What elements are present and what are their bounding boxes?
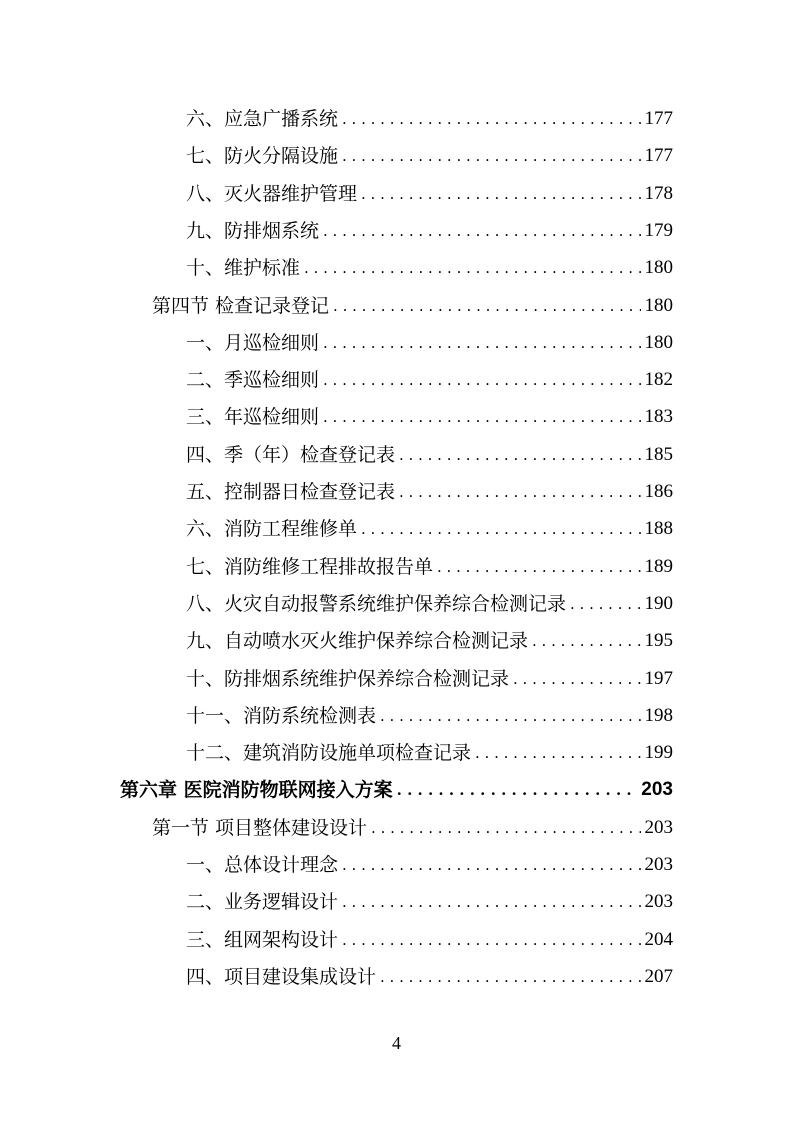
- toc-entry-title: 五、控制器日检查登记表: [186, 481, 396, 503]
- toc-entry-title: 六、应急广播系统: [186, 108, 339, 130]
- dot-leader: [342, 138, 640, 174]
- toc-entry[interactable]: [152, 810, 673, 846]
- toc-entry-page-number: 189: [644, 555, 673, 577]
- toc-entry-page-number: 199: [644, 742, 673, 764]
- toc-entry-title: 十一、消防系统检测表: [186, 704, 377, 727]
- toc-entry[interactable]: [186, 399, 673, 435]
- toc-entry-title: 二、季巡检细则: [186, 369, 320, 392]
- dot-leader: [323, 213, 640, 249]
- dot-leader: [399, 437, 640, 473]
- toc-entry[interactable]: [186, 847, 673, 883]
- toc-entry[interactable]: [186, 250, 673, 286]
- toc-entry[interactable]: [186, 101, 673, 137]
- toc-entry[interactable]: [186, 511, 673, 547]
- dot-leader: [342, 847, 640, 883]
- toc-entry-page-number: 180: [644, 331, 673, 353]
- toc-entry[interactable]: [186, 362, 673, 398]
- toc-entry-page-number: 179: [644, 219, 673, 241]
- toc-entry-page-number: 198: [644, 704, 673, 726]
- toc-entry-title: 一、月巡检细则: [186, 331, 320, 354]
- dot-leader: [333, 288, 640, 324]
- toc-entry-page-number: 195: [644, 630, 673, 652]
- toc-entry-page-number: 183: [644, 406, 673, 428]
- toc-entry[interactable]: [186, 325, 673, 361]
- toc-entry-title: 一、总体设计理念: [186, 854, 339, 876]
- toc-entry-title: 第四节 检查记录登记: [152, 294, 330, 317]
- toc-entry-title: 二、业务逻辑设计: [186, 891, 339, 914]
- toc-entry-page-number: 186: [644, 481, 673, 502]
- toc-entry[interactable]: [186, 959, 673, 995]
- dot-leader: [323, 325, 640, 361]
- toc-entry-title: 三、年巡检细则: [186, 406, 320, 429]
- toc-entry-title: 六、消防工程维修单: [186, 518, 358, 541]
- dot-leader: [380, 959, 640, 995]
- dot-leader: [437, 549, 640, 585]
- toc-entry[interactable]: [186, 176, 673, 212]
- toc-entry[interactable]: [186, 661, 673, 697]
- toc-entry-title: 三、组网架构设计: [186, 928, 339, 951]
- toc-entry-page-number: 203: [644, 816, 673, 838]
- dot-leader: [342, 884, 640, 920]
- dot-leader: [399, 474, 640, 510]
- page-number: 4: [392, 1033, 401, 1053]
- dot-leader: [342, 101, 640, 137]
- toc-entry-title: 第一节 项目整体建设设计: [152, 816, 368, 839]
- toc-entry-page-number: 182: [644, 369, 673, 391]
- toc-entry-page-number: 204: [644, 928, 673, 950]
- toc-entry-page-number: 185: [644, 443, 673, 465]
- toc-entry[interactable]: [186, 623, 673, 659]
- toc-entry[interactable]: [186, 698, 673, 734]
- toc-entry-page-number: 197: [644, 667, 673, 689]
- toc-entry[interactable]: [186, 884, 673, 920]
- toc-entry-title: 八、火灾自动报警系统维护保养综合检测记录: [186, 592, 567, 615]
- dot-leader: [397, 772, 638, 808]
- toc-entry[interactable]: [186, 586, 673, 622]
- dot-leader: [532, 623, 640, 659]
- toc-entry[interactable]: [186, 474, 673, 510]
- toc-entry[interactable]: [186, 549, 673, 585]
- toc-entry-page-number: 178: [644, 182, 673, 204]
- toc-entry-title: 四、项目建设集成设计: [186, 965, 377, 988]
- toc-entry-title: 九、防排烟系统: [186, 219, 320, 242]
- toc-entry[interactable]: [186, 735, 673, 771]
- toc-entry[interactable]: [186, 437, 673, 473]
- toc-entry-page-number: 207: [644, 965, 673, 987]
- toc-entry-page-number: 177: [644, 145, 673, 167]
- dot-leader: [304, 250, 640, 286]
- toc-entry-title: 四、季（年）检查登记表: [186, 443, 396, 466]
- dot-leader: [570, 586, 640, 622]
- toc-entry-title: 九、自动喷水灭火维护保养综合检测记录: [186, 630, 529, 653]
- dot-leader: [513, 661, 640, 697]
- dot-leader: [342, 922, 640, 958]
- toc-entry-title: 十、防排烟系统维护保养综合检测记录: [186, 667, 510, 690]
- dot-leader: [475, 735, 640, 771]
- toc-entry-page-number: 203: [644, 891, 673, 913]
- toc-entry-page-number: 203: [641, 779, 673, 801]
- toc-entry-title: 十二、建筑消防设施单项检查记录: [186, 742, 472, 765]
- toc-entry-title: 八、灭火器维护管理: [186, 182, 358, 205]
- toc-entry-page-number: 188: [644, 518, 673, 540]
- toc-entry[interactable]: [152, 288, 673, 324]
- toc-entry-title: 第六章 医院消防物联网接入方案: [120, 779, 393, 802]
- toc-entry-title: 七、防火分隔设施: [186, 145, 339, 168]
- dot-leader: [380, 698, 640, 734]
- dot-leader: [361, 176, 640, 212]
- dot-leader: [371, 810, 640, 846]
- toc-entry-title: 十、维护标准: [186, 257, 301, 280]
- toc-entry-page-number: 190: [644, 592, 673, 614]
- toc-entry-title: 七、消防维修工程排故报告单: [186, 555, 434, 578]
- dot-leader: [323, 399, 640, 435]
- toc-entry-page-number: 203: [644, 854, 673, 875]
- toc-entry[interactable]: [120, 772, 673, 808]
- toc-entry[interactable]: [186, 922, 673, 958]
- toc-entry[interactable]: [186, 138, 673, 174]
- toc-entry[interactable]: [186, 213, 673, 249]
- toc-entry-page-number: 180: [644, 257, 673, 279]
- dot-leader: [323, 362, 640, 398]
- dot-leader: [361, 511, 640, 547]
- toc-entry-page-number: 180: [644, 294, 673, 316]
- toc-entry-page-number: 177: [644, 108, 673, 129]
